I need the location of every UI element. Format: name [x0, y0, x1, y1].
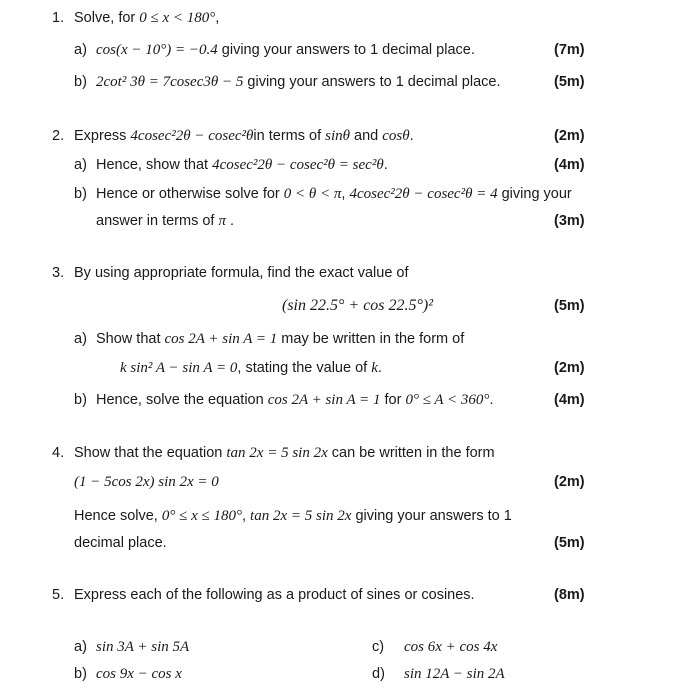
math-expression: 0° ≤ x ≤ 180°: [161, 508, 242, 524]
part-text: , stating the value of: [237, 360, 372, 376]
part-text: Hence, show that: [96, 157, 213, 173]
question-text: Express: [74, 128, 131, 144]
question-text: Show that the equation: [74, 445, 227, 461]
question-4-form: [74, 472, 219, 492]
math-expression: sin 3A + sin 5A: [96, 639, 190, 655]
question-4-header: [52, 443, 495, 463]
math-expression: 0° ≤ A < 360°: [405, 392, 490, 408]
punctuation: .: [489, 392, 494, 408]
math-expression: cos 2A + sin A = 1: [267, 392, 381, 408]
math-expression: π: [218, 213, 227, 229]
marks-label: (5m): [554, 535, 585, 551]
part-label: c): [372, 639, 385, 655]
part-label: b): [74, 666, 87, 682]
math-expression: 4cosec²2θ − cosec²θ: [130, 128, 254, 144]
question-text: Solve, for: [74, 10, 136, 26]
part-text: for: [380, 392, 406, 408]
part-text: giving your answers to 1 decimal place.: [217, 42, 475, 58]
part-label: d): [372, 666, 385, 682]
question-5b: [74, 664, 182, 684]
marks-label: (4m): [554, 157, 585, 173]
marks-label: (5m): [554, 298, 585, 314]
question-number: 2.: [52, 128, 65, 144]
question-3b: [74, 390, 493, 410]
punctuation: ,: [341, 186, 350, 202]
math-expression: cos 6x + cos 4x: [404, 639, 498, 655]
math-expression: 4cosec²2θ − cosec²θ = sec²θ: [212, 157, 384, 173]
question-text: giving your answers to 1: [351, 508, 512, 524]
math-expression: tan 2x = 5 sin 2x: [250, 508, 352, 524]
punctuation: .: [377, 360, 382, 376]
question-text: can be written in the form: [327, 445, 495, 461]
question-text: By using appropriate formula, find the exact value of: [74, 265, 409, 281]
question-5d: [372, 664, 505, 684]
math-expression: 2cot² 3θ = 7cosec3θ − 5: [96, 74, 244, 90]
part-label: a): [74, 639, 87, 655]
question-text: and: [350, 128, 383, 144]
math-expression: sinθ: [325, 128, 350, 144]
question-2-header: [52, 126, 414, 146]
question-3a-continued: [120, 358, 382, 378]
marks-label: (7m): [554, 42, 585, 58]
question-2a: [74, 155, 388, 175]
math-expression: 0 ≤ x < 180°: [139, 10, 216, 26]
punctuation: ,: [241, 508, 251, 524]
math-expression: k: [371, 360, 378, 376]
math-expression: cos 9x − cos x: [96, 666, 182, 682]
question-text: decimal place.: [74, 535, 167, 551]
question-4-hence-continued: [74, 533, 167, 553]
question-text: Express each of the following as a product of sines or cosines.: [74, 587, 475, 603]
marks-label: (8m): [554, 587, 585, 603]
question-4-hence: [74, 506, 512, 526]
question-number: 3.: [52, 265, 65, 281]
math-expression: tan 2x = 5 sin 2x: [226, 445, 328, 461]
math-expression: k sin² A − sin A = 0: [120, 360, 238, 376]
math-expression: cos(x − 10°) = −0.4: [96, 42, 218, 58]
math-expression: cosθ: [382, 128, 410, 144]
part-label: b): [74, 74, 87, 90]
question-5-header: [52, 585, 475, 605]
marks-label: (4m): [554, 392, 585, 408]
part-text: answer in terms of: [96, 213, 219, 229]
question-number: 4.: [52, 445, 65, 461]
question-text: in terms of: [253, 128, 326, 144]
math-expression: sin 12A − sin 2A: [404, 666, 505, 682]
part-text: giving your answers to 1 decimal place.: [243, 74, 501, 90]
question-number: 5.: [52, 587, 65, 603]
part-label: b): [74, 392, 87, 408]
question-3-header: [52, 263, 409, 283]
part-label: b): [74, 186, 87, 202]
question-3-expression: [282, 296, 433, 316]
question-number: 1.: [52, 10, 65, 26]
question-5c: [372, 637, 497, 657]
part-text: Hence or otherwise solve for: [96, 186, 284, 202]
question-2b: [74, 184, 572, 204]
marks-label: (3m): [554, 213, 585, 229]
question-5a: [74, 637, 189, 657]
part-text: may be written in the form of: [277, 331, 465, 347]
math-expression: 0 < θ < π: [283, 186, 342, 202]
question-1-header: [52, 8, 219, 28]
part-text: giving your: [497, 186, 572, 202]
marks-label: (5m): [554, 74, 585, 90]
part-label: a): [74, 157, 87, 173]
question-2b-continued: [96, 211, 234, 231]
part-text: Hence, solve the equation: [96, 392, 268, 408]
part-text: Show that: [96, 331, 165, 347]
math-expression: cos 2A + sin A = 1: [164, 331, 278, 347]
math-expression: (sin 22.5° + cos 22.5°)²: [282, 297, 434, 314]
question-1b: [74, 72, 500, 92]
punctuation: .: [383, 157, 388, 173]
marks-label: (2m): [554, 128, 585, 144]
part-label: a): [74, 331, 87, 347]
part-label: a): [74, 42, 87, 58]
punctuation: ,: [215, 10, 220, 26]
marks-label: (2m): [554, 360, 585, 376]
question-1a: [74, 40, 475, 60]
question-text: Hence solve,: [74, 508, 162, 524]
question-3a: [74, 329, 464, 349]
math-expression: 4cosec²2θ − cosec²θ = 4: [349, 186, 498, 202]
punctuation: .: [226, 213, 235, 229]
punctuation: .: [409, 128, 414, 144]
marks-label: (2m): [554, 474, 585, 490]
math-expression: (1 − 5cos 2x) sin 2x = 0: [74, 474, 219, 490]
